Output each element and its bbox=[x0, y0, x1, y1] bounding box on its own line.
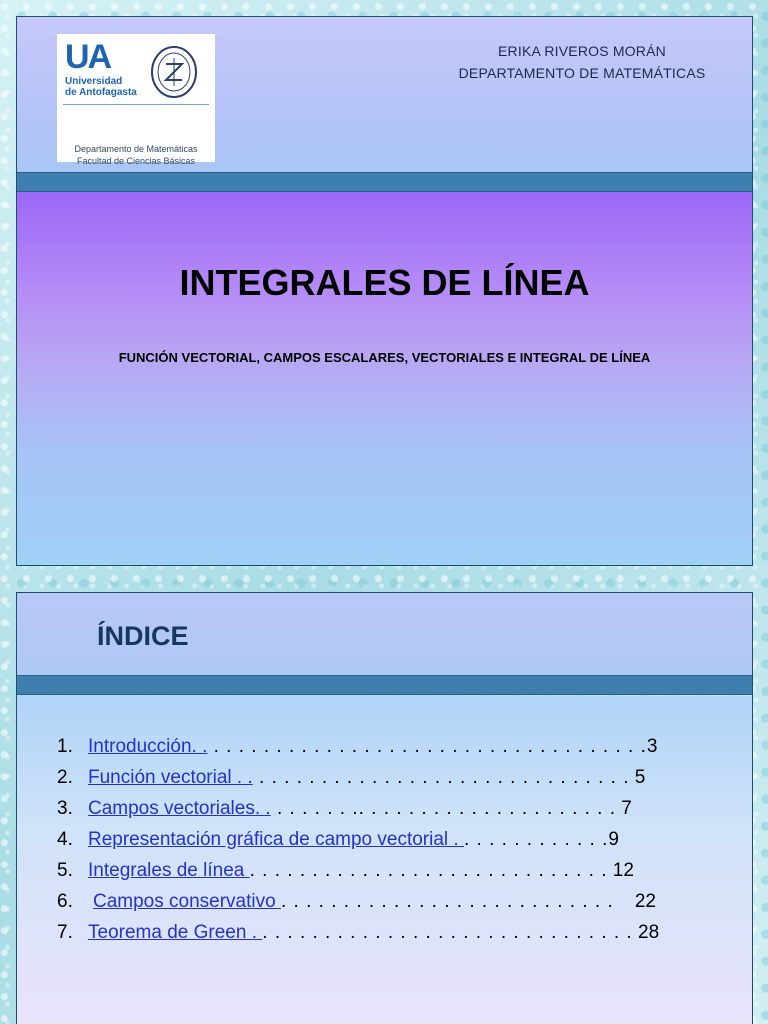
toc-page: 12 bbox=[607, 860, 634, 881]
toc-number: 3. bbox=[57, 798, 73, 819]
logo-ua-text: UA bbox=[65, 38, 111, 76]
logo-university-name: Universidad de Antofagasta bbox=[65, 76, 137, 98]
slide-index bbox=[16, 592, 753, 1024]
toc-item bbox=[57, 886, 717, 917]
toc-number: 7. bbox=[57, 922, 73, 943]
toc-leader: . . . . . . . . . . . . . . . . . . . . . . . . . . . bbox=[280, 891, 614, 912]
header-band bbox=[17, 172, 752, 192]
slide-title bbox=[16, 16, 753, 566]
slide-title-text: INTEGRALES DE LÍNEA bbox=[179, 262, 590, 303]
toc-number: 6. bbox=[57, 891, 73, 912]
toc-item bbox=[57, 855, 717, 886]
toc-leader: . . . . . . .. . . . . . . . . . . . . . . . . . . . . bbox=[270, 798, 617, 819]
toc-link-teorema-de-green[interactable]: Teorema de Green . bbox=[88, 922, 263, 943]
toc-number: 1. bbox=[57, 736, 73, 757]
toc-link-campos-vectoriales[interactable]: Campos vectoriales. . bbox=[88, 798, 271, 819]
toc-leader: . . . . . . . . . . . . . . . . . . . . . . . . . . . . . bbox=[249, 860, 608, 881]
author-department: DEPARTAMENTO DE MATEMÁTICAS bbox=[458, 65, 706, 81]
logo-department: Departamento de Matemáticas bbox=[74, 144, 198, 154]
toc-link-campos-conservativo[interactable]: Campos conservativo bbox=[93, 891, 281, 912]
toc-page: 9 bbox=[608, 829, 619, 850]
toc-item bbox=[57, 762, 717, 793]
toc-number: 4. bbox=[57, 829, 73, 850]
toc-page: 5 bbox=[629, 767, 646, 788]
toc-leader: . . . . . . . . . . . . bbox=[463, 829, 609, 850]
toc-page: 28 bbox=[632, 922, 660, 943]
toc-leader: . . . . . . . . . . . . . . . . . . . . . . . . . . . . . . . . . . . bbox=[207, 736, 647, 757]
author-name: ERIKA RIVEROS MORÁN bbox=[498, 43, 666, 59]
logo-divider bbox=[63, 104, 209, 105]
index-band bbox=[17, 675, 752, 695]
toc-link-integrales-de-linea[interactable]: Integrales de línea bbox=[88, 860, 250, 881]
toc-link-representacion-grafica[interactable]: Representación gráfica de campo vectorial . bbox=[88, 829, 464, 850]
toc-number: 2. bbox=[57, 767, 73, 788]
toc-page: 7 bbox=[616, 798, 632, 819]
index-heading: ÍNDICE bbox=[97, 621, 189, 651]
toc-item bbox=[57, 917, 717, 948]
slide-subtitle-text: FUNCIÓN VECTORIAL, CAMPOS ESCALARES, VECTORIALES E INTEGRAL DE LÍNEA bbox=[118, 350, 651, 365]
logo-faculty: Facultad de Ciencias Básicas bbox=[76, 156, 196, 166]
toc-link-funcion-vectorial[interactable]: Función vectorial . . bbox=[88, 767, 253, 788]
table-of-contents bbox=[57, 731, 717, 948]
toc-leader: . . . . . . . . . . . . . . . . . . . . . . . . . . . . . . bbox=[262, 922, 633, 943]
department-seal-icon bbox=[149, 44, 199, 100]
toc-item bbox=[57, 731, 717, 762]
toc-page: 22 bbox=[613, 891, 656, 912]
slide-body bbox=[17, 192, 752, 565]
toc-link-introduccion[interactable]: Introducción. . bbox=[88, 736, 208, 757]
toc-number: 5. bbox=[57, 860, 73, 881]
toc-item bbox=[57, 824, 717, 855]
toc-leader: . . . . . . . . . . . . . . . . . . . . . . . . . . . . . . bbox=[252, 767, 630, 788]
university-logo bbox=[57, 34, 215, 166]
toc-page: 3 bbox=[646, 736, 658, 757]
toc-item bbox=[57, 793, 717, 824]
